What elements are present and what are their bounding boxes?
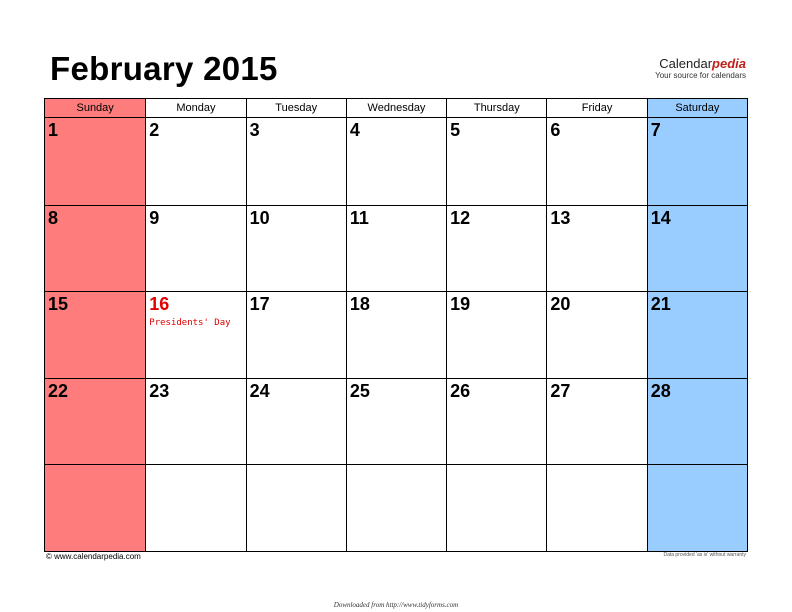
day-number: 20 <box>550 294 571 314</box>
day-cell[interactable] <box>346 378 446 465</box>
weekday-thursday: Thursday <box>446 99 546 117</box>
day-number: 5 <box>450 120 461 140</box>
brand-logo[interactable] <box>655 57 746 80</box>
weekday-tuesday: Tuesday <box>246 99 346 117</box>
day-cell[interactable] <box>446 118 546 205</box>
day-cell[interactable] <box>446 378 546 465</box>
day-cell[interactable] <box>546 378 646 465</box>
day-cell[interactable] <box>546 118 646 205</box>
day-number: 13 <box>550 207 571 228</box>
day-cell[interactable] <box>446 464 546 551</box>
day-number: 6 <box>550 120 561 140</box>
brand-name-accent: pedia <box>712 56 746 71</box>
day-cell[interactable] <box>45 291 145 378</box>
day-cell[interactable] <box>145 291 245 378</box>
day-number: 28 <box>650 380 671 401</box>
day-cell[interactable] <box>546 205 646 292</box>
download-source-footer[interactable]: Downloaded from http://www.tidyforms.com <box>333 601 459 609</box>
day-number: 11 <box>349 207 369 228</box>
weekday-sunday: Sunday <box>45 99 145 117</box>
day-number: 12 <box>450 207 471 228</box>
brand-name-plain: Calendar <box>659 56 713 71</box>
weekday-saturday: Saturday <box>647 99 747 117</box>
day-cell[interactable] <box>246 378 346 465</box>
calendar-days <box>45 118 747 551</box>
day-cell[interactable] <box>647 118 747 205</box>
day-number: 17 <box>249 294 270 314</box>
day-cell[interactable] <box>145 205 245 292</box>
day-number: 16 <box>149 294 170 314</box>
day-cell[interactable] <box>346 205 446 292</box>
day-cell[interactable] <box>45 205 145 292</box>
brand-name <box>655 57 746 71</box>
day-number: 2 <box>149 120 160 140</box>
holiday-label: Presidents' Day <box>149 318 231 328</box>
calendar-grid <box>44 98 748 552</box>
page-title: February 2015 <box>50 50 278 87</box>
day-cell[interactable] <box>346 291 446 378</box>
day-cell[interactable] <box>45 378 145 465</box>
day-number: 1 <box>48 120 59 140</box>
day-number: 9 <box>149 207 160 228</box>
day-cell[interactable] <box>546 464 646 551</box>
day-cell[interactable] <box>546 291 646 378</box>
day-cell[interactable] <box>45 464 145 551</box>
day-cell[interactable] <box>246 464 346 551</box>
day-cell[interactable] <box>145 464 245 551</box>
copyright-footer[interactable]: © www.calendarpedia.com <box>46 552 141 561</box>
day-cell[interactable] <box>246 118 346 205</box>
day-cell[interactable] <box>145 378 245 465</box>
day-number: 15 <box>48 294 69 314</box>
day-number: 3 <box>249 120 260 140</box>
day-cell[interactable] <box>647 464 747 551</box>
weekday-monday: Monday <box>145 99 245 117</box>
day-number: 18 <box>349 294 370 314</box>
day-number: 22 <box>48 380 69 401</box>
day-number: 10 <box>249 207 270 228</box>
day-number: 19 <box>450 294 471 314</box>
day-cell[interactable] <box>446 205 546 292</box>
day-cell[interactable] <box>647 378 747 465</box>
weekday-header-row <box>45 99 747 118</box>
day-number: 4 <box>349 120 360 140</box>
day-number: 24 <box>249 380 270 401</box>
day-number: 7 <box>650 120 661 140</box>
weekday-friday: Friday <box>546 99 646 117</box>
day-cell[interactable] <box>145 118 245 205</box>
day-number: 21 <box>650 294 671 314</box>
day-cell[interactable] <box>647 205 747 292</box>
brand-tagline: Your source for calendars <box>655 71 746 80</box>
day-cell[interactable] <box>446 291 546 378</box>
day-cell[interactable] <box>346 118 446 205</box>
day-number: 27 <box>550 380 571 401</box>
day-cell[interactable] <box>246 291 346 378</box>
day-number: 23 <box>149 380 170 401</box>
day-number: 25 <box>349 380 370 401</box>
day-number: 26 <box>450 380 471 401</box>
day-cell[interactable] <box>346 464 446 551</box>
day-number: 14 <box>650 207 671 228</box>
disclaimer-footer: Data provided 'as is' without warranty <box>663 552 746 558</box>
day-number: 8 <box>48 207 59 228</box>
day-cell[interactable] <box>647 291 747 378</box>
day-cell[interactable] <box>246 205 346 292</box>
weekday-wednesday: Wednesday <box>346 99 446 117</box>
day-cell[interactable] <box>45 118 145 205</box>
